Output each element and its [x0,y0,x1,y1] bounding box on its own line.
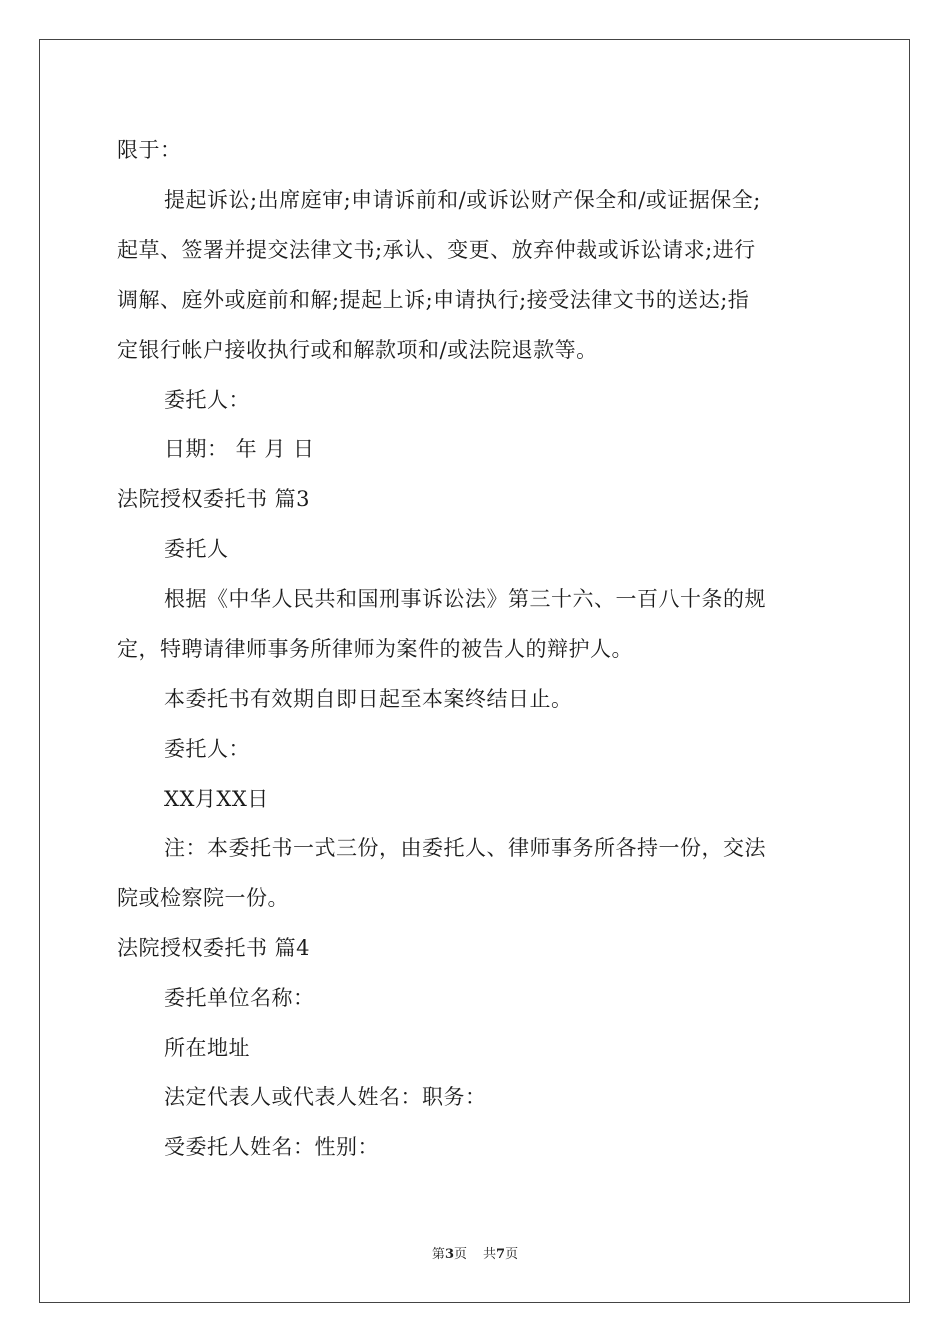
footer-page-suffix: 页 [453,1247,467,1262]
text-line: 院或检察院一份。 [117,886,289,910]
text-line: 受委托人姓名：性别： [164,1135,379,1159]
page-number: 3 [444,1247,454,1262]
text-line: 委托单位名称： [164,986,315,1010]
text-line: 法定代表人或代表人姓名：职务： [164,1085,487,1109]
page-frame [39,39,910,1303]
text-line: 根据《中华人民共和国刑事诉讼法》第三十六、一百八十条的规 [164,587,766,611]
text-line: 委托人： [164,737,250,761]
page-footer [0,1247,950,1263]
text-line: 限于： [117,138,182,162]
text-line: 所在地址 [164,1036,250,1060]
section-heading: 法院授权委托书 篇4 [117,936,311,960]
footer-total-suffix: 页 [505,1247,519,1262]
text-line: 委托人 [164,537,229,561]
footer-prefix: 第 [431,1247,445,1262]
text-line: XX月XX日 [164,787,269,811]
text-line: 定，特聘请律师事务所律师为案件的被告人的辩护人。 [117,637,633,661]
total-pages: 7 [496,1247,506,1262]
text-line: 起草、签署并提交法律文书;承认、变更、放弃仲裁或诉讼请求;进行 [117,238,756,262]
text-line: 注：本委托书一式三份，由委托人、律师事务所各持一份，交法 [164,836,766,860]
date-line: 日期： 年 月 日 [164,437,315,461]
text-line: 委托人： [164,388,250,412]
text-line: 本委托书有效期自即日起至本案终结日止。 [164,687,573,711]
text-line: 提起诉讼;出席庭审;申请诉前和/或诉讼财产保全和/或证据保全; [164,188,761,212]
section-heading: 法院授权委托书 篇3 [117,487,311,511]
footer-total-prefix: 共 [483,1247,497,1262]
text-line: 调解、庭外或庭前和解;提起上诉;申请执行;接受法律文书的送达;指 [117,288,750,312]
text-line: 定银行帐户接收执行或和解款项和/或法院退款等。 [117,338,598,362]
